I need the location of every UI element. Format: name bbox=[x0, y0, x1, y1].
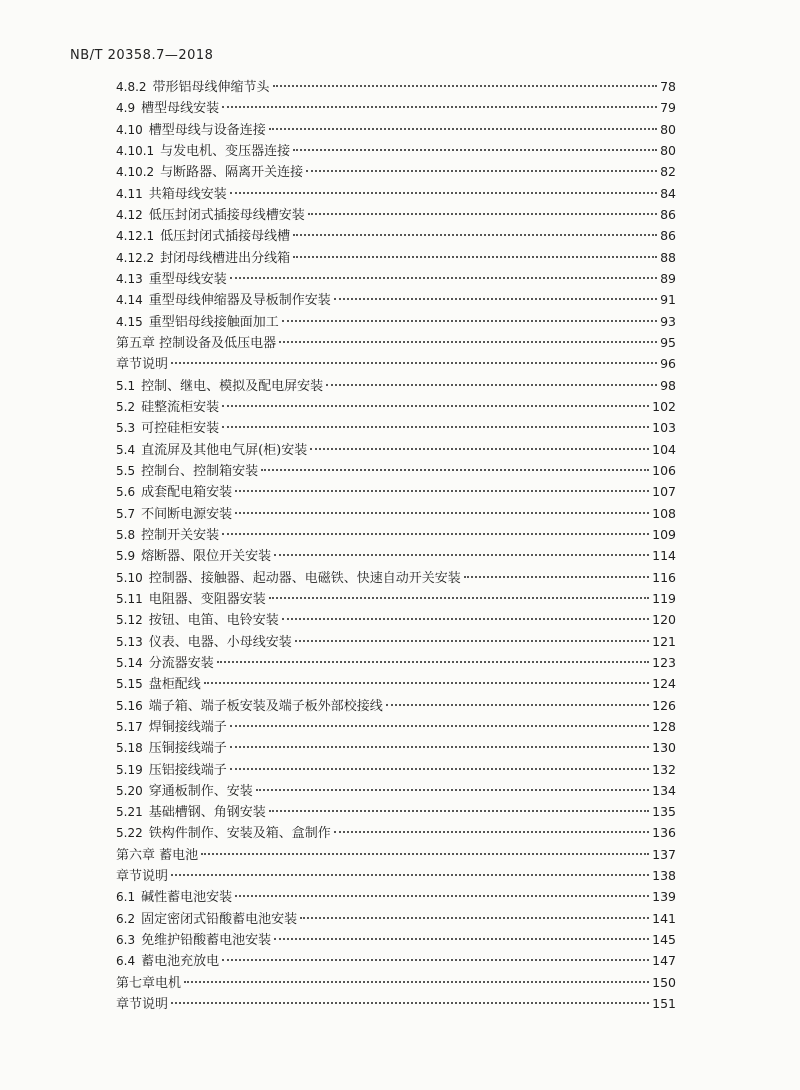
toc-entry-page-number: 88 bbox=[660, 249, 676, 265]
toc-entry[interactable] bbox=[116, 353, 676, 374]
toc-entry-title: 重型母线安装 bbox=[148, 271, 227, 287]
toc-entry-page-number: 119 bbox=[652, 590, 676, 606]
toc-entry[interactable] bbox=[116, 950, 676, 971]
toc-entry-title: 重型母线伸缩器及导板制作安装 bbox=[148, 293, 331, 309]
toc-entry-page-number: 106 bbox=[652, 462, 676, 478]
dot-leader bbox=[295, 640, 649, 642]
toc-entry-page-number: 104 bbox=[652, 441, 676, 457]
toc-entry-number: 5.13 bbox=[116, 634, 143, 649]
toc-entry-number: 5.11 bbox=[116, 591, 143, 606]
toc-entry-title: 免维护铅酸蓄电池安装 bbox=[141, 933, 272, 949]
toc-entry[interactable] bbox=[116, 609, 676, 630]
toc-entry[interactable] bbox=[116, 759, 676, 780]
dot-leader bbox=[235, 512, 649, 514]
dot-leader bbox=[222, 405, 649, 407]
toc-entry-page-number: 82 bbox=[660, 164, 676, 180]
dot-leader bbox=[230, 768, 649, 770]
toc-entry[interactable] bbox=[116, 76, 676, 97]
toc-entry-number: 6.4 bbox=[116, 954, 136, 969]
toc-entry-title: 固定密闭式铅酸蓄电池安装 bbox=[141, 911, 298, 927]
dot-leader bbox=[235, 895, 649, 897]
toc-entry[interactable] bbox=[116, 332, 676, 353]
toc-entry-page-number: 123 bbox=[652, 654, 676, 670]
dot-leader bbox=[269, 128, 657, 130]
toc-entry-title: 槽型母线安装 bbox=[141, 101, 220, 117]
dot-leader bbox=[274, 554, 649, 556]
toc-entry-page-number: 150 bbox=[652, 974, 676, 990]
toc-entry-title: 第五章 控制设备及低压电器 bbox=[116, 335, 277, 351]
toc-entry[interactable] bbox=[116, 97, 676, 118]
toc-entry[interactable] bbox=[116, 737, 676, 758]
toc-entry-number: 4.11 bbox=[116, 186, 143, 201]
toc-entry-title: 槽型母线与设备连接 bbox=[148, 122, 266, 138]
toc-entry-number: 4.12.2 bbox=[116, 250, 155, 265]
dot-leader bbox=[222, 426, 649, 428]
toc-entry[interactable] bbox=[116, 908, 676, 929]
toc-entry[interactable] bbox=[116, 567, 676, 588]
toc-entry-number: 4.9 bbox=[116, 101, 136, 116]
toc-entry[interactable] bbox=[116, 652, 676, 673]
toc-entry-page-number: 95 bbox=[660, 334, 676, 350]
toc-entry-number: 5.1 bbox=[116, 378, 136, 393]
toc-entry-number: 5.12 bbox=[116, 613, 143, 628]
dot-leader bbox=[256, 789, 649, 791]
toc-entry[interactable] bbox=[116, 481, 676, 502]
dot-leader bbox=[293, 149, 657, 151]
toc-entry[interactable] bbox=[116, 886, 676, 907]
toc-entry-page-number: 109 bbox=[652, 526, 676, 542]
toc-entry-number: 5.5 bbox=[116, 463, 136, 478]
toc-entry[interactable] bbox=[116, 439, 676, 460]
dot-leader bbox=[235, 490, 649, 492]
toc-entry[interactable] bbox=[116, 311, 676, 332]
toc-entry-page-number: 102 bbox=[652, 398, 676, 414]
toc-entry[interactable] bbox=[116, 225, 676, 246]
toc-entry-number: 5.15 bbox=[116, 677, 143, 692]
toc-entry[interactable] bbox=[116, 844, 676, 865]
dot-leader bbox=[204, 682, 649, 684]
toc-entry-title: 可控硅柜安装 bbox=[141, 421, 220, 437]
toc-entry-number: 5.9 bbox=[116, 549, 136, 564]
dot-leader bbox=[222, 533, 649, 535]
toc-entry-page-number: 130 bbox=[652, 740, 676, 756]
toc-entry-page-number: 86 bbox=[660, 206, 676, 222]
toc-entry-number: 5.6 bbox=[116, 485, 136, 500]
toc-entry-title: 焊铜接线端子 bbox=[148, 719, 227, 735]
dot-leader bbox=[171, 874, 649, 876]
toc-entry-page-number: 135 bbox=[652, 804, 676, 820]
toc-entry-page-number: 151 bbox=[652, 996, 676, 1012]
toc-entry[interactable] bbox=[116, 780, 676, 801]
toc-entry-page-number: 120 bbox=[652, 612, 676, 628]
toc-entry-title: 与断路器、隔离开关连接 bbox=[160, 165, 304, 181]
dot-leader bbox=[222, 959, 649, 961]
toc-entry-title: 控制台、控制箱安装 bbox=[141, 463, 259, 479]
toc-entry-number: 4.14 bbox=[116, 293, 143, 308]
dot-leader bbox=[279, 341, 657, 343]
toc-entry[interactable] bbox=[116, 545, 676, 566]
dot-leader bbox=[230, 725, 649, 727]
dot-leader bbox=[306, 170, 657, 172]
toc-entry[interactable] bbox=[116, 801, 676, 822]
toc-entry-number: 5.14 bbox=[116, 655, 143, 670]
toc-entry-title: 按钮、电笛、电铃安装 bbox=[148, 613, 279, 629]
toc-entry-title: 压铝接线端子 bbox=[148, 762, 227, 778]
toc-entry-page-number: 108 bbox=[652, 505, 676, 521]
toc-entry-title: 低压封闭式插接母线槽安装 bbox=[148, 207, 305, 223]
toc-entry-title: 第六章 蓄电池 bbox=[116, 847, 199, 863]
toc-entry-number: 5.8 bbox=[116, 527, 136, 542]
toc-entry-title: 控制器、接触器、起动器、电磁铁、快速自动开关安装 bbox=[148, 570, 461, 586]
toc-entry[interactable] bbox=[116, 119, 676, 140]
toc-entry-title: 电阻器、变阻器安装 bbox=[148, 591, 266, 607]
toc-entry[interactable] bbox=[116, 822, 676, 843]
toc-entry-number: 5.19 bbox=[116, 762, 143, 777]
toc-entry-page-number: 137 bbox=[652, 846, 676, 862]
toc-entry-page-number: 147 bbox=[652, 953, 676, 969]
dot-leader bbox=[334, 831, 649, 833]
toc-entry[interactable] bbox=[116, 204, 676, 225]
dot-leader bbox=[274, 938, 649, 940]
toc-entry-page-number: 121 bbox=[652, 633, 676, 649]
toc-entry-number: 5.22 bbox=[116, 826, 143, 841]
toc-entry-page-number: 103 bbox=[652, 420, 676, 436]
toc-entry-number: 4.12 bbox=[116, 207, 143, 222]
dot-leader bbox=[269, 810, 649, 812]
dot-leader bbox=[184, 981, 649, 983]
dot-leader bbox=[300, 917, 649, 919]
toc-entry-number: 5.17 bbox=[116, 719, 143, 734]
toc-entry-title: 熔断器、限位开关安装 bbox=[141, 549, 272, 565]
toc-entry-number: 5.10 bbox=[116, 570, 143, 585]
toc-entry-title: 控制、继电、模拟及配电屏安装 bbox=[141, 378, 324, 394]
toc-entry-title: 压铜接线端子 bbox=[148, 741, 227, 757]
toc-entry-page-number: 145 bbox=[652, 932, 676, 948]
toc-entry[interactable] bbox=[116, 460, 676, 481]
toc-entry[interactable] bbox=[116, 375, 676, 396]
toc-entry[interactable] bbox=[116, 929, 676, 950]
toc-entry-title: 控制开关安装 bbox=[141, 527, 220, 543]
toc-entry-title: 带形铝母线伸缩节头 bbox=[152, 80, 270, 95]
toc-entry-page-number: 78 bbox=[660, 79, 676, 94]
dot-leader bbox=[464, 576, 649, 578]
toc-entry-page-number: 86 bbox=[660, 228, 676, 244]
toc-entry[interactable] bbox=[116, 524, 676, 545]
toc-entry[interactable] bbox=[116, 268, 676, 289]
dot-leader bbox=[293, 256, 657, 258]
toc-entry-title: 章节说明 bbox=[116, 869, 169, 885]
toc-entry-page-number: 128 bbox=[652, 718, 676, 734]
dot-leader bbox=[293, 234, 657, 236]
toc-entry-number: 5.3 bbox=[116, 421, 136, 436]
toc-entry-page-number: 79 bbox=[660, 100, 676, 116]
toc-entry[interactable] bbox=[116, 588, 676, 609]
table-of-contents bbox=[116, 76, 676, 1014]
dot-leader bbox=[386, 704, 649, 706]
toc-entry-title: 不间断电源安装 bbox=[141, 506, 233, 522]
toc-entry-title: 共箱母线安装 bbox=[148, 186, 227, 202]
toc-entry-page-number: 126 bbox=[652, 697, 676, 713]
toc-entry-number: 4.12.1 bbox=[116, 229, 155, 244]
toc-entry[interactable] bbox=[116, 631, 676, 652]
toc-entry-number: 5.20 bbox=[116, 783, 143, 798]
dot-leader bbox=[310, 448, 649, 450]
toc-entry-title: 碱性蓄电池安装 bbox=[141, 890, 233, 906]
toc-entry-page-number: 124 bbox=[652, 676, 676, 692]
dot-leader bbox=[217, 661, 649, 663]
toc-entry-page-number: 141 bbox=[652, 910, 676, 926]
toc-entry[interactable] bbox=[116, 972, 676, 993]
toc-entry-page-number: 80 bbox=[660, 142, 676, 158]
dot-leader bbox=[201, 853, 649, 855]
toc-entry-title: 基础槽钢、角钢安装 bbox=[148, 805, 266, 821]
toc-entry-page-number: 84 bbox=[660, 185, 676, 201]
toc-entry-page-number: 116 bbox=[652, 569, 676, 585]
toc-entry[interactable] bbox=[116, 161, 676, 182]
toc-entry-number: 6.1 bbox=[116, 890, 136, 905]
toc-entry-title: 章节说明 bbox=[116, 997, 169, 1013]
toc-entry-number: 6.3 bbox=[116, 933, 136, 948]
toc-entry[interactable] bbox=[116, 140, 676, 161]
toc-entry-title: 端子箱、端子板安装及端子板外部校接线 bbox=[148, 698, 383, 714]
toc-entry-page-number: 107 bbox=[652, 484, 676, 500]
toc-entry-title: 直流屏及其他电气屏(柜)安装 bbox=[141, 442, 308, 458]
toc-entry[interactable] bbox=[116, 247, 676, 268]
dot-leader bbox=[282, 320, 657, 322]
toc-entry-number: 5.2 bbox=[116, 399, 136, 414]
toc-entry[interactable] bbox=[116, 716, 676, 737]
toc-entry-number: 4.10.1 bbox=[116, 143, 155, 158]
toc-entry-page-number: 93 bbox=[660, 313, 676, 329]
toc-entry-number: 5.7 bbox=[116, 506, 136, 521]
toc-entry-number: 5.4 bbox=[116, 442, 136, 457]
dot-leader bbox=[308, 213, 657, 215]
dot-leader bbox=[171, 362, 657, 364]
toc-entry-page-number: 98 bbox=[660, 377, 676, 393]
toc-entry-title: 第七章电机 bbox=[116, 975, 182, 991]
toc-entry[interactable] bbox=[116, 673, 676, 694]
toc-entry[interactable] bbox=[116, 865, 676, 886]
toc-entry[interactable] bbox=[116, 993, 676, 1014]
dot-leader bbox=[171, 1002, 649, 1004]
toc-entry-title: 低压封闭式插接母线槽 bbox=[160, 229, 291, 245]
dot-leader bbox=[334, 298, 657, 300]
toc-entry-page-number: 114 bbox=[652, 548, 676, 564]
toc-entry-title: 重型铝母线接触面加工 bbox=[148, 314, 279, 330]
toc-entry-number: 4.8.2 bbox=[116, 80, 147, 94]
toc-entry-number: 5.16 bbox=[116, 698, 143, 713]
toc-entry[interactable] bbox=[116, 417, 676, 438]
toc-entry-page-number: 132 bbox=[652, 761, 676, 777]
toc-entry-title: 穿通板制作、安装 bbox=[148, 783, 253, 799]
toc-entry-title: 分流器安装 bbox=[148, 655, 214, 671]
toc-entry-page-number: 138 bbox=[652, 868, 676, 884]
dot-leader bbox=[222, 106, 657, 108]
dot-leader bbox=[230, 277, 657, 279]
dot-leader bbox=[230, 192, 657, 194]
toc-entry-number: 5.18 bbox=[116, 741, 143, 756]
dot-leader bbox=[269, 597, 649, 599]
toc-entry-title: 硅整流柜安装 bbox=[141, 399, 220, 415]
document-code-header: NB/T 20358.7—2018 bbox=[70, 48, 214, 63]
dot-leader bbox=[230, 746, 649, 748]
toc-entry[interactable] bbox=[116, 289, 676, 310]
toc-entry-title: 铁构件制作、安装及箱、盒制作 bbox=[148, 826, 331, 842]
toc-entry-page-number: 139 bbox=[652, 889, 676, 905]
toc-entry-number: 4.13 bbox=[116, 271, 143, 286]
toc-entry[interactable] bbox=[116, 183, 676, 204]
dot-leader bbox=[273, 85, 658, 87]
toc-entry[interactable] bbox=[116, 396, 676, 417]
toc-entry-page-number: 91 bbox=[660, 292, 676, 308]
toc-entry[interactable] bbox=[116, 695, 676, 716]
toc-entry-page-number: 136 bbox=[652, 825, 676, 841]
dot-leader bbox=[326, 384, 657, 386]
toc-entry[interactable] bbox=[116, 503, 676, 524]
toc-entry-number: 4.10.2 bbox=[116, 165, 155, 180]
toc-entry-page-number: 80 bbox=[660, 121, 676, 137]
toc-entry-number: 5.21 bbox=[116, 805, 143, 820]
toc-entry-title: 仪表、电器、小母线安装 bbox=[148, 634, 292, 650]
toc-entry-number: 4.10 bbox=[116, 122, 143, 137]
toc-entry-page-number: 134 bbox=[652, 782, 676, 798]
toc-entry-title: 蓄电池充放电 bbox=[141, 954, 220, 970]
toc-entry-number: 4.15 bbox=[116, 314, 143, 329]
toc-entry-title: 封闭母线槽进出分线箱 bbox=[160, 250, 291, 266]
dot-leader bbox=[261, 469, 649, 471]
toc-entry-title: 章节说明 bbox=[116, 357, 169, 373]
toc-entry-page-number: 96 bbox=[660, 356, 676, 372]
toc-entry-title: 与发电机、变压器连接 bbox=[160, 143, 291, 159]
toc-entry-title: 盘柜配线 bbox=[148, 677, 201, 693]
toc-entry-title: 成套配电箱安装 bbox=[141, 485, 233, 501]
dot-leader bbox=[282, 618, 649, 620]
toc-entry-number: 6.2 bbox=[116, 911, 136, 926]
toc-entry-page-number: 89 bbox=[660, 270, 676, 286]
